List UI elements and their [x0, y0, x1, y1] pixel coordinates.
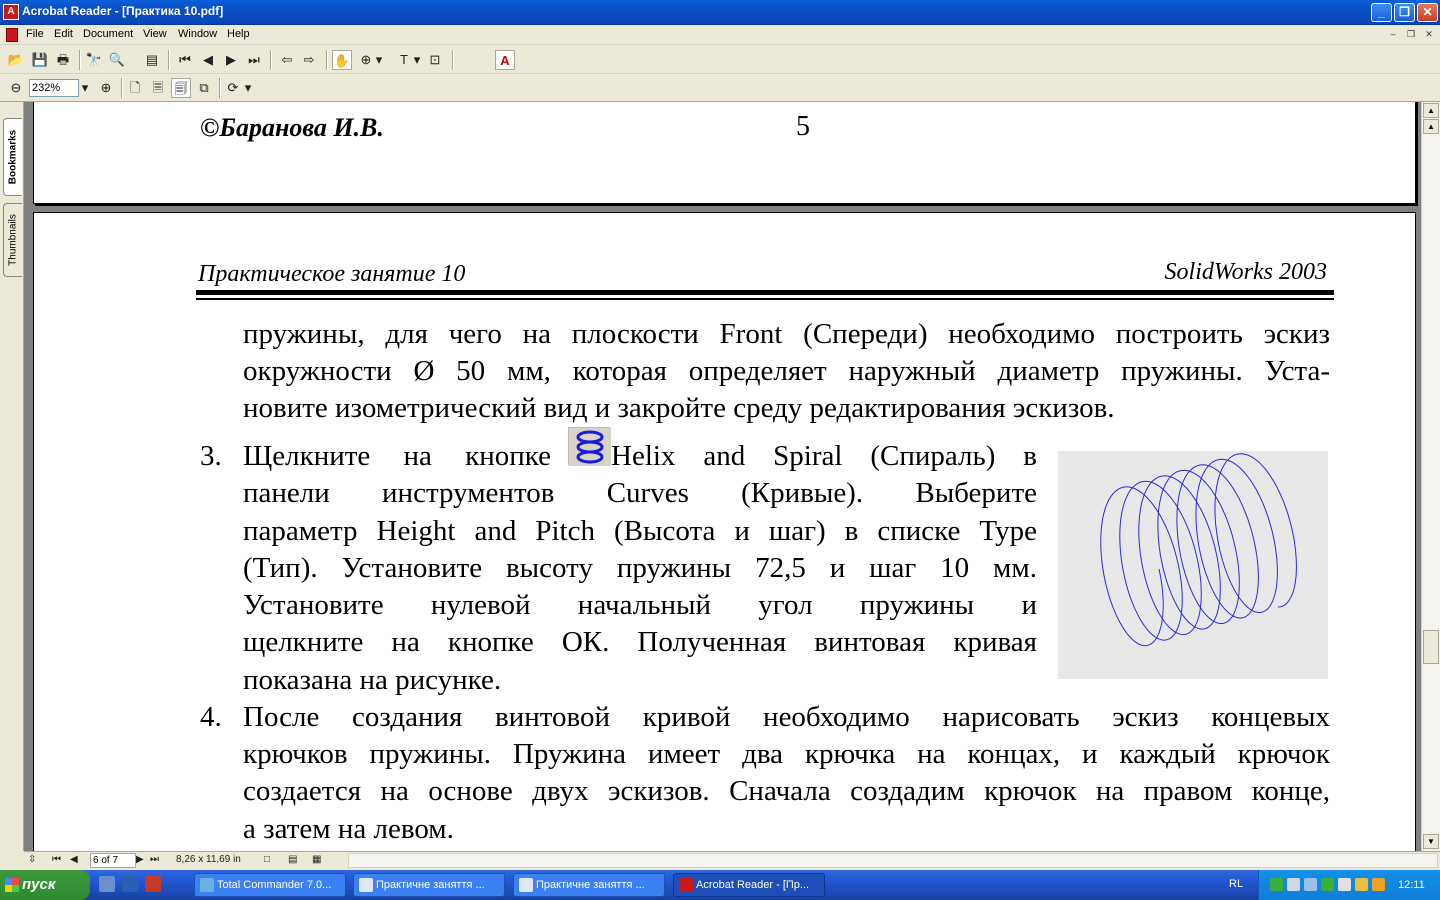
go-forward-icon[interactable]: ⇨: [303, 52, 315, 67]
body-line: показана на рисунке.: [243, 664, 502, 696]
volume-icon[interactable]: [1338, 878, 1351, 891]
adobe-logo-icon[interactable]: A: [495, 50, 515, 70]
task-acrobat-reader[interactable]: [673, 873, 825, 897]
fit-page-icon[interactable]: 🗏: [152, 80, 164, 95]
body-line: новите изометрический вид и закройте среду редактирования эскизов.: [243, 392, 1115, 424]
zoom-in-icon[interactable]: ⊕: [100, 80, 112, 95]
body-line: Helix and Spiral (Спираль) в: [611, 440, 1037, 472]
body-line: щелкните на кнопке ОК. Полученная винтовая кривая: [243, 626, 1037, 658]
body-line: параметр Height and Pitch (Высота и шаг) в списке Type: [243, 515, 1037, 547]
page-footer-number: 5: [796, 111, 810, 142]
acrobat-icon: [679, 878, 693, 892]
page-footer-author: ©Баранова И.В.: [200, 113, 384, 142]
body-line: Установите нулевой начальный угол пружины и: [243, 589, 1037, 621]
scroll-up-alt-button[interactable]: ▲: [1423, 119, 1439, 134]
menu-file[interactable]: File: [26, 28, 44, 40]
task-total-commander[interactable]: [194, 873, 346, 897]
body-line: пружины, для чего на плоскости Front (Спереди) необходимо построить эскиз: [243, 318, 1330, 350]
network-icon[interactable]: [1321, 878, 1334, 891]
word-quicklaunch-icon[interactable]: [122, 876, 138, 892]
tray-icon[interactable]: [1372, 878, 1385, 891]
toolbar-separator: [219, 78, 221, 98]
close-button[interactable]: ✕: [1417, 3, 1438, 22]
toolbar-separator: [452, 50, 454, 70]
first-page-icon[interactable]: ⏮: [179, 52, 191, 67]
task-label: Практичне заняття ...: [536, 879, 645, 891]
rotate-dropdown-icon[interactable]: ▾: [244, 80, 252, 95]
facing-pages-icon[interactable]: ▦: [312, 854, 322, 865]
zoom-out-icon[interactable]: ⊖: [10, 80, 22, 95]
helix-spiral-icon: [568, 427, 610, 465]
task-word-doc-1[interactable]: [353, 873, 505, 897]
doc-minimize-button[interactable]: –: [1390, 29, 1396, 39]
graphics-select-tool-icon[interactable]: ⊡: [429, 52, 441, 67]
toolbar-separator: [168, 50, 170, 70]
next-page-icon[interactable]: ▶: [226, 52, 236, 67]
windows-logo-icon: [5, 878, 19, 892]
document-icon[interactable]: [6, 28, 18, 42]
page-header-left: Практическое занятие 10: [198, 261, 466, 287]
task-label: Acrobat Reader - [Пр...: [696, 879, 810, 891]
tray-icon[interactable]: [1355, 878, 1368, 891]
zoom-dropdown-icon[interactable]: ▾: [81, 80, 89, 95]
tray-icon[interactable]: [1270, 878, 1283, 891]
acrobat-icon: A: [3, 4, 19, 20]
next-page-small-icon[interactable]: ▶: [136, 854, 144, 865]
hand-tool-icon[interactable]: ✋: [332, 50, 352, 70]
text-select-dropdown-icon[interactable]: ▾: [413, 52, 421, 67]
task-label: Total Commander 7.0...: [217, 879, 332, 891]
page-size-label: 8,26 x 11,69 in: [176, 854, 241, 865]
text-select-tool-icon[interactable]: T: [400, 52, 408, 67]
helix-path: [1101, 454, 1297, 646]
scroll-up-button[interactable]: ▲: [1423, 103, 1439, 118]
body-line: панели инструментов Curves (Кривые). Выберите: [243, 477, 1037, 509]
language-indicator[interactable]: RL: [1229, 878, 1244, 890]
body-line: Щелкните на кнопке: [243, 440, 551, 472]
menu-help[interactable]: Help: [227, 28, 250, 40]
thumbnails-tab[interactable]: [3, 203, 22, 277]
find-icon[interactable]: 🔭: [85, 52, 103, 67]
body-line: (Тип). Установите высоту пружины 72,5 и шаг 10 мм.: [243, 552, 1037, 584]
go-back-icon[interactable]: ⇦: [281, 52, 293, 67]
horizontal-scrollbar[interactable]: [348, 853, 1438, 868]
vertical-scrollbar[interactable]: [1421, 102, 1440, 851]
list-number: 4.: [200, 701, 222, 733]
previous-page-icon[interactable]: ◀: [203, 52, 213, 67]
body-line: крючков пружины. Пружина имеет два крючка на концах, и каждый крючок: [243, 738, 1330, 770]
window-title: Acrobat Reader - [Практика 10.pdf]: [22, 4, 224, 18]
show-navigation-pane-icon[interactable]: ▤: [145, 52, 159, 67]
zoom-tool-dropdown-icon[interactable]: ▾: [375, 52, 383, 67]
bookmarks-tab[interactable]: [3, 118, 22, 196]
print-icon[interactable]: 🖶: [56, 52, 70, 67]
zoom-in-tool-icon[interactable]: ⊕: [360, 52, 372, 67]
menu-document[interactable]: Document: [83, 28, 134, 40]
start-label: пуск: [22, 876, 56, 893]
task-label: Практичне заняття ...: [376, 879, 485, 891]
header-rule: [196, 290, 1334, 295]
status-bar: [24, 851, 1440, 869]
last-page-icon[interactable]: ⏭: [248, 52, 260, 67]
rotate-view-icon[interactable]: ⟳: [227, 80, 239, 95]
single-page-icon[interactable]: □: [264, 854, 271, 865]
header-rule: [196, 298, 1334, 300]
scroll-down-button[interactable]: ▼: [1423, 834, 1439, 849]
last-page-small-icon[interactable]: ⏭: [150, 854, 159, 865]
body-line: создается на основе двух эскизов. Сначала создадим крючок на правом конце,: [243, 775, 1330, 807]
word-doc-icon: [519, 878, 533, 892]
page-number-field[interactable]: 6 of 7: [90, 853, 136, 868]
search-icon[interactable]: 🔍: [108, 52, 126, 67]
app-quicklaunch-icon[interactable]: [145, 876, 161, 892]
current-page: [33, 212, 1416, 851]
taskbar: [0, 870, 1440, 900]
thumbnails-tab-label: Thumbnails: [7, 214, 19, 266]
task-word-doc-2[interactable]: [513, 873, 665, 897]
clock: 12:11: [1398, 879, 1425, 891]
desktop-quicklaunch-icon[interactable]: [99, 876, 115, 892]
document-view[interactable]: [24, 102, 1421, 851]
view-toolbar: [0, 75, 1440, 102]
actual-size-icon[interactable]: 🗋: [129, 80, 141, 95]
main-toolbar: [0, 46, 1440, 74]
open-icon[interactable]: 📂: [7, 52, 25, 67]
toolbar-separator: [121, 78, 123, 98]
menu-edit[interactable]: Edit: [54, 28, 73, 40]
toolbar-separator: [79, 50, 81, 70]
fit-visible-icon[interactable]: ⧉: [199, 80, 209, 95]
restore-button[interactable]: ❐: [1394, 3, 1415, 22]
start-button[interactable]: [0, 870, 90, 900]
word-doc-icon: [359, 878, 373, 892]
continuous-icon[interactable]: ▤: [288, 854, 298, 865]
menu-view[interactable]: View: [143, 28, 167, 40]
toolbar-separator: [326, 50, 328, 70]
menu-bar: [0, 25, 1440, 45]
tray-icon[interactable]: [1304, 878, 1317, 891]
total-commander-icon: [200, 878, 214, 892]
save-icon[interactable]: 💾: [31, 52, 49, 67]
bookmarks-tab-label: Bookmarks: [7, 129, 19, 185]
list-number: 3.: [200, 440, 222, 472]
page-header-right: SolidWorks 2003: [1164, 259, 1327, 285]
body-line: После создания винтовой кривой необходимо нарисовать эскиз концевых: [243, 701, 1330, 733]
previous-page: [33, 102, 1416, 204]
first-page-small-icon[interactable]: ⏮: [52, 854, 61, 865]
minimize-button[interactable]: _: [1371, 3, 1392, 22]
helix-figure: [1058, 451, 1328, 679]
zoom-level-input[interactable]: 232%: [29, 79, 79, 97]
title-bar: [0, 0, 1440, 25]
prev-page-small-icon[interactable]: ◀: [70, 854, 78, 865]
fit-width-icon[interactable]: 🗐: [171, 78, 191, 98]
menu-window[interactable]: Window: [178, 28, 218, 40]
doc-restore-button[interactable]: ❐: [1406, 29, 1416, 39]
body-line: окружности Ø 50 мм, которая определяет наружный диаметр пружины. Уста-: [243, 355, 1330, 387]
split-icon[interactable]: ⇳: [28, 854, 37, 865]
helix-curve: [1058, 451, 1328, 679]
tray-icon[interactable]: [1287, 878, 1300, 891]
vertical-scroll-thumb[interactable]: [1423, 630, 1439, 664]
body-line: а затем на левом.: [243, 813, 454, 845]
toolbar-separator: [270, 50, 272, 70]
doc-close-button[interactable]: ✕: [1425, 29, 1433, 39]
